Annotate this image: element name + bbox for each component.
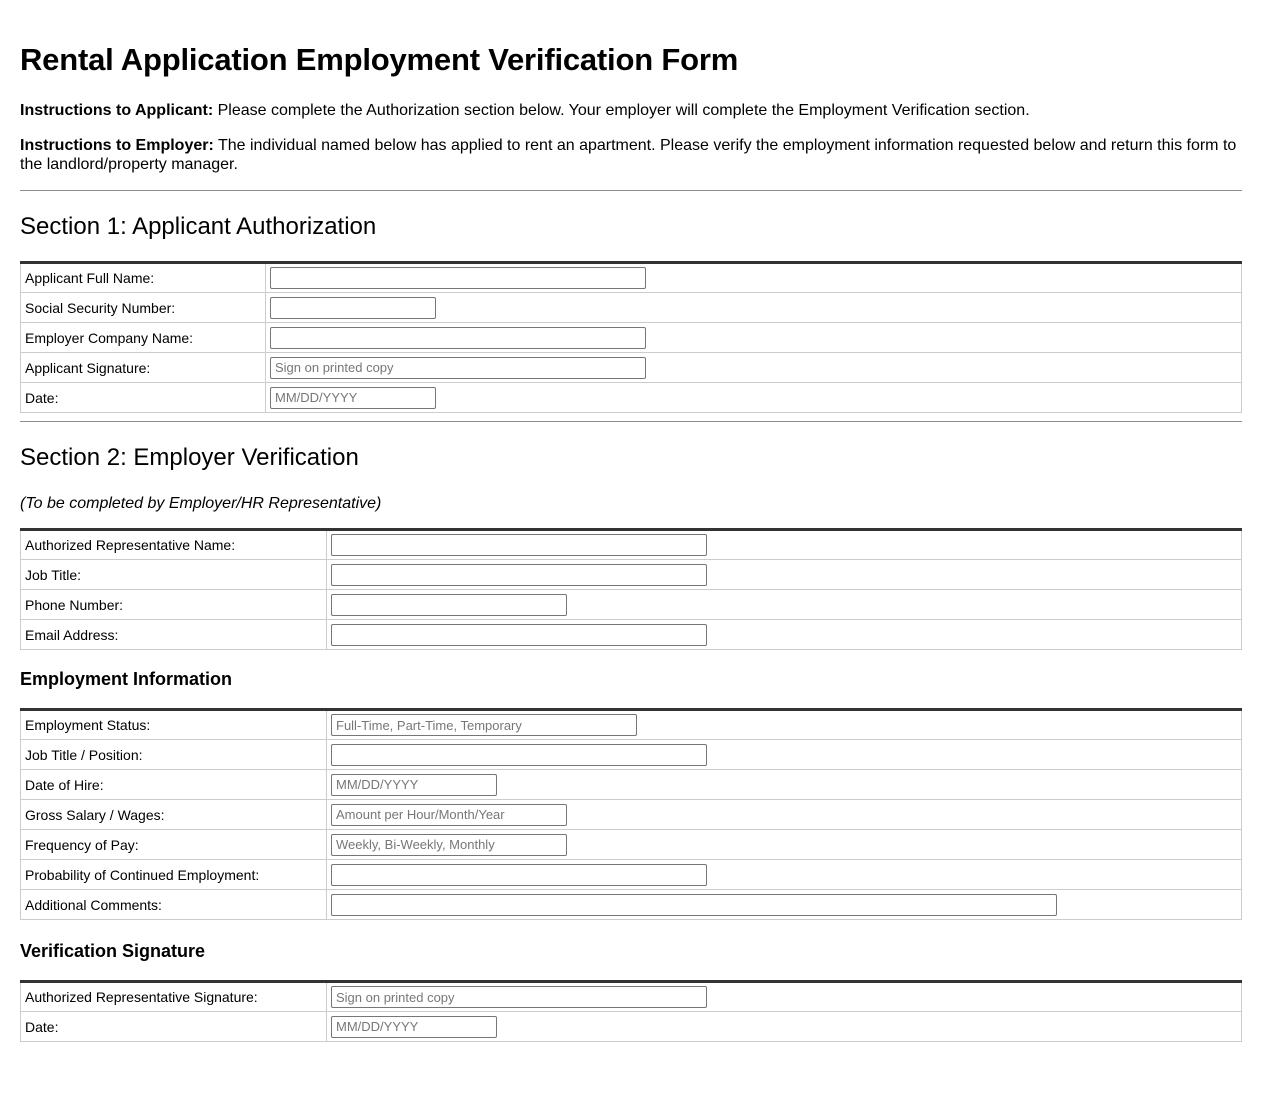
applicant-authorization-table — [20, 261, 1242, 413]
employment-info-heading: Employment Information — [20, 669, 233, 689]
table-row — [21, 800, 1242, 830]
table-row — [21, 770, 1242, 800]
section2-note: (To be completed by Employer/HR Representative) — [20, 495, 382, 512]
field-cell — [266, 263, 1242, 293]
additional-comments-input[interactable] — [331, 894, 1057, 916]
divider — [20, 421, 1242, 422]
employer-company-name-input[interactable] — [270, 327, 646, 349]
field-cell — [327, 710, 1242, 740]
field-label: Additional Comments: — [21, 890, 327, 920]
representative-signature-input[interactable] — [331, 986, 707, 1008]
field-label: Authorized Representative Name: — [21, 530, 327, 560]
table-row — [21, 620, 1242, 650]
field-label: Date: — [21, 383, 266, 413]
employer-instructions-label: Instructions to Employer: — [20, 137, 214, 154]
field-label: Probability of Continued Employment: — [21, 860, 327, 890]
phone-number-input[interactable] — [331, 594, 567, 616]
section2-heading: Section 2: Employer Verification — [20, 444, 359, 471]
continued-employment-input[interactable] — [331, 864, 707, 886]
field-cell — [327, 740, 1242, 770]
ssn-input[interactable] — [270, 297, 436, 319]
field-label: Applicant Full Name: — [21, 263, 266, 293]
table-row — [21, 830, 1242, 860]
applicant-instructions-label: Instructions to Applicant: — [20, 102, 214, 119]
field-cell — [327, 560, 1242, 590]
applicant-signature-input[interactable] — [270, 357, 646, 379]
applicant-instructions — [20, 101, 1242, 120]
employer-instructions — [20, 136, 1242, 174]
table-row — [21, 890, 1242, 920]
table-row — [21, 710, 1242, 740]
field-cell — [266, 293, 1242, 323]
signature-date-input[interactable] — [331, 1016, 497, 1038]
table-row — [21, 263, 1242, 293]
field-cell — [327, 770, 1242, 800]
field-cell — [327, 860, 1242, 890]
table-row — [21, 982, 1242, 1012]
table-row — [21, 740, 1242, 770]
date-of-hire-input[interactable] — [331, 774, 497, 796]
divider — [20, 190, 1242, 191]
field-label: Job Title / Position: — [21, 740, 327, 770]
table-row — [21, 323, 1242, 353]
gross-salary-input[interactable] — [331, 804, 567, 826]
applicant-date-input[interactable] — [270, 387, 436, 409]
representative-name-input[interactable] — [331, 534, 707, 556]
table-row — [21, 860, 1242, 890]
applicant-full-name-input[interactable] — [270, 267, 646, 289]
employer-instructions-text: The individual named below has applied to rent an apartment. Please verify the employment information requested below and return this form to the landlord/property manager. — [20, 137, 1237, 173]
field-cell — [327, 830, 1242, 860]
page-title: Rental Application Employment Verification Form — [20, 42, 739, 77]
applicant-instructions-text: Please complete the Authorization section below. Your employer will complete the Employment Verification section. — [213, 102, 1030, 119]
employer-verification-table — [20, 528, 1242, 650]
field-cell — [327, 620, 1242, 650]
field-label: Job Title: — [21, 560, 327, 590]
field-label: Email Address: — [21, 620, 327, 650]
field-label: Authorized Representative Signature: — [21, 982, 327, 1012]
field-cell — [266, 383, 1242, 413]
pay-frequency-input[interactable] — [331, 834, 567, 856]
email-address-input[interactable] — [331, 624, 707, 646]
field-label: Applicant Signature: — [21, 353, 266, 383]
field-label: Employer Company Name: — [21, 323, 266, 353]
table-row — [21, 353, 1242, 383]
field-cell — [327, 800, 1242, 830]
employment-info-table — [20, 708, 1242, 920]
field-label: Phone Number: — [21, 590, 327, 620]
field-label: Social Security Number: — [21, 293, 266, 323]
table-row — [21, 560, 1242, 590]
field-label: Employment Status: — [21, 710, 327, 740]
field-cell — [327, 530, 1242, 560]
field-cell — [327, 590, 1242, 620]
verification-signature-table — [20, 980, 1242, 1042]
section1-heading: Section 1: Applicant Authorization — [20, 213, 377, 240]
field-cell — [327, 1012, 1242, 1042]
table-row — [21, 530, 1242, 560]
table-row — [21, 293, 1242, 323]
table-row — [21, 590, 1242, 620]
verification-signature-heading: Verification Signature — [20, 941, 206, 961]
job-position-input[interactable] — [331, 744, 707, 766]
table-row — [21, 1012, 1242, 1042]
representative-job-title-input[interactable] — [331, 564, 707, 586]
field-label: Date of Hire: — [21, 770, 327, 800]
field-cell — [327, 890, 1242, 920]
field-label: Gross Salary / Wages: — [21, 800, 327, 830]
field-label: Date: — [21, 1012, 327, 1042]
field-cell — [266, 353, 1242, 383]
table-row — [21, 383, 1242, 413]
field-cell — [266, 323, 1242, 353]
employment-status-input[interactable] — [331, 714, 637, 736]
field-cell — [327, 982, 1242, 1012]
field-label: Frequency of Pay: — [21, 830, 327, 860]
